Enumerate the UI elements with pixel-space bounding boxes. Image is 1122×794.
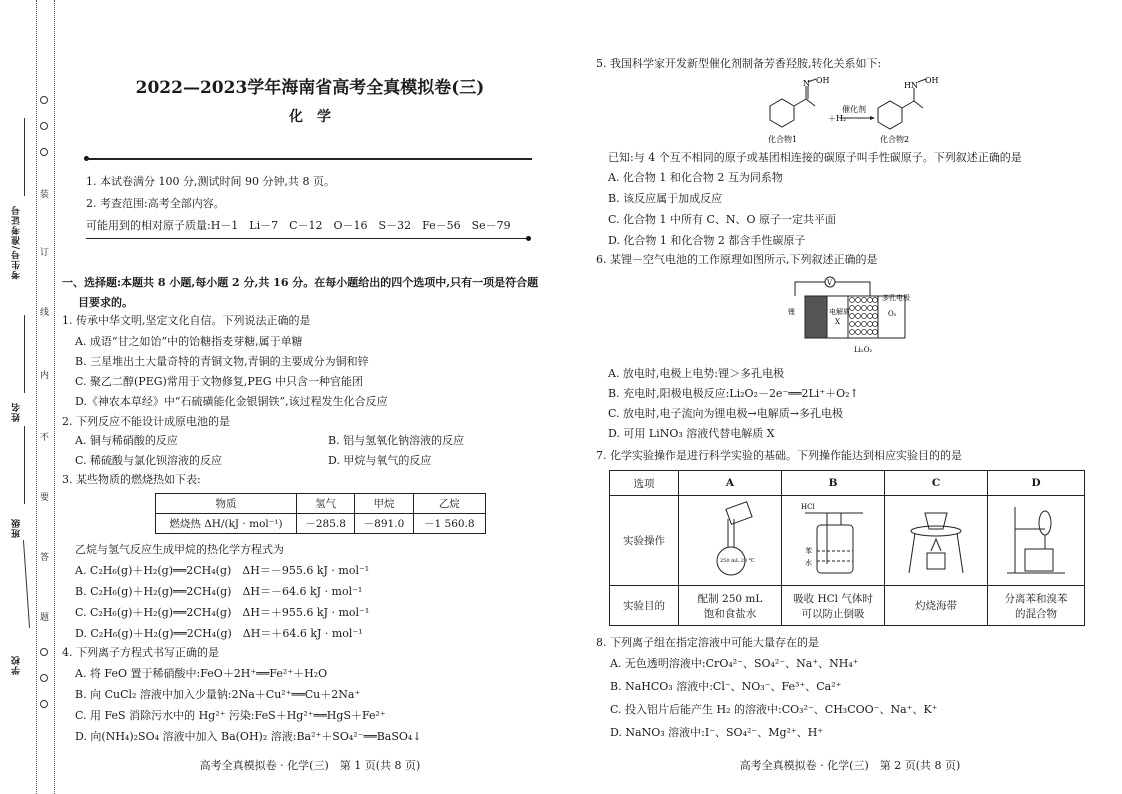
svg-text:水: 水 — [805, 559, 812, 567]
note-2: 2. 考查范围:高考全部内容。 — [86, 197, 225, 210]
binding-char: 线 — [40, 308, 50, 318]
q3-option-d: D. C₂H₆(g)＋H₂(g)══2CH₄(g) ΔH＝＋64.6 kJ · mol⁻¹ — [75, 627, 363, 640]
apparatus-volumetric-flask — [679, 496, 782, 586]
q3-stem: 3. 某些物质的燃烧热如下表: — [62, 473, 201, 486]
q5-option-b: B. 该反应属于加成反应 — [608, 192, 723, 205]
fill-line[interactable] — [23, 540, 30, 628]
binding-char: 要 — [40, 493, 50, 503]
atomic-masses: 可能用到的相对原子质量:H－1 Li－7 C－12 O－16 S－32 Fe－56 Se－79 — [86, 219, 511, 232]
voltmeter-label: V — [827, 279, 833, 287]
apparatus-gas-bottle — [782, 496, 885, 586]
table-header: 选项 — [610, 471, 679, 496]
binding-char: 装 — [40, 190, 50, 200]
page-footer: 高考全真模拟卷 · 化学(三) 第 1 页(共 8 页) — [199, 759, 421, 772]
binding-char: 订 — [40, 248, 50, 258]
q8-option-a: A. 无色透明溶液中:CrO₄²⁻、SO₄²⁻、Na⁺、NH₄⁺ — [610, 657, 859, 670]
exam-title: 2022—2023学年海南省高考全真模拟卷(三) — [135, 78, 485, 98]
table-header: C — [885, 471, 988, 496]
table-header: 物质 — [156, 494, 297, 514]
q8-stem: 8. 下列离子组在指定溶液中可能大量存在的是 — [596, 636, 819, 649]
experiment-table — [609, 470, 1085, 626]
fill-line[interactable] — [24, 426, 25, 504]
binding-circle — [40, 648, 48, 656]
purpose-line: 饱和食盐水 — [703, 607, 757, 620]
svg-text:HCl: HCl — [801, 503, 815, 511]
row-label: 实验操作 — [610, 496, 679, 586]
catalyst-label: 催化剂 — [842, 105, 866, 114]
q2-option-c: C. 稀硫酸与氯化钡溶液的反应 — [75, 454, 223, 467]
table-cell: －891.0 — [355, 514, 413, 534]
q2-option-b: B. 铝与氢氧化钠溶液的反应 — [328, 434, 465, 447]
electrolyte-label: 电解质 — [829, 308, 850, 316]
purpose-cell — [679, 586, 782, 626]
nitrogen-label: N — [803, 79, 810, 88]
lithium-electrode — [805, 296, 827, 338]
purpose-line: 可以防止倒吸 — [801, 607, 865, 620]
q6-stem: 6. 某锂－空气电池的工作原理如图所示,下列叙述正确的是 — [596, 253, 878, 266]
divider — [86, 158, 532, 160]
q3-option-b: B. C₂H₆(g)＋H₂(g)══2CH₄(g) ΔH＝－64.6 kJ · mol⁻¹ — [75, 585, 363, 598]
q4-option-d: D. 向(NH₄)₂SO₄ 溶液中加入 Ba(OH)₂ 溶液:Ba²⁺＋SO₄²⁻══BaSO₄↓ — [75, 730, 422, 743]
q1-option-c: C. 聚乙二醇(PEG)常用于文物修复,PEG 中只含一种官能团 — [75, 375, 364, 388]
table-cell: 燃烧热 ΔH/(kJ · mol⁻¹) — [156, 514, 297, 534]
q4-stem: 4. 下列离子方程式书写正确的是 — [62, 646, 219, 659]
purpose-line: 分离苯和溴苯 — [1004, 592, 1068, 605]
field-label-class: 班级 — [12, 518, 22, 538]
purpose-line: 配制 250 mL — [697, 592, 763, 605]
q1-option-d: D.《神农本草经》中“石硫磺能化金银铜铁”,该过程发生化合反应 — [75, 395, 388, 408]
field-label-name: 姓名 — [12, 402, 22, 422]
x-label: X — [835, 318, 840, 326]
q5-option-a: A. 化合物 1 和化合物 2 互为同系物 — [608, 171, 783, 184]
q3-option-a: A. C₂H₆(g)＋H₂(g)══2CH₄(g) ΔH＝－955.6 kJ · mol⁻¹ — [75, 564, 370, 577]
field-label-school: 学校 — [12, 655, 22, 675]
q4-option-c: C. 用 FeS 消除污水中的 Hg²⁺ 污染:FeS＋Hg²⁺══HgS＋Fe²⁺ — [75, 709, 386, 722]
binding-circle — [40, 674, 48, 682]
q1-option-b: B. 三星堆出土大量奇特的青铜文物,青铜的主要成分为铜和锌 — [75, 355, 369, 368]
field-label-exam-number: 考生号/准考证号 — [12, 205, 22, 280]
hydroxyl-label: OH — [925, 76, 939, 85]
page-footer: 高考全真模拟卷 · 化学(三) 第 2 页(共 8 页) — [739, 759, 961, 772]
purpose-cell — [782, 586, 885, 626]
q2-stem: 2. 下列反应不能设计成原电池的是 — [62, 415, 230, 428]
q8-option-c: C. 投入铝片后能产生 H₂ 的溶液中:CO₃²⁻、CH₃COO⁻、Na⁺、K⁺ — [610, 703, 938, 716]
nh-label: HN — [904, 81, 918, 90]
purpose-cell — [885, 586, 988, 626]
binding-circle — [40, 700, 48, 708]
q3-lead: 乙烷与氢气反应生成甲烷的热化学方程式为 — [75, 543, 284, 556]
table-cell: －285.8 — [297, 514, 355, 534]
table-header: B — [782, 471, 885, 496]
o2-label: O₂ — [888, 310, 897, 318]
compound-2-structure — [878, 79, 926, 129]
divider — [86, 238, 528, 239]
compound-1-label: 化合物1 — [768, 135, 798, 144]
q8-option-b: B. NaHCO₃ 溶液中:Cl⁻、NO₃⁻、Fe³⁺、Ca²⁺ — [610, 680, 842, 693]
purpose-cell — [988, 586, 1085, 626]
q6-option-d: D. 可用 LiNO₃ 溶液代替电解质 X — [608, 427, 775, 440]
hydroxyl-label: OH — [816, 76, 830, 85]
subject-title: 化学 — [289, 109, 345, 125]
compound-2-label: 化合物2 — [880, 135, 910, 144]
q4-option-b: B. 向 CuCl₂ 溶液中加入少量钠:2Na＋Cu²⁺══Cu＋2Na⁺ — [75, 688, 361, 701]
q5-option-d: D. 化合物 1 和化合物 2 都含手性碳原子 — [608, 234, 806, 247]
svg-text:苯: 苯 — [805, 547, 812, 555]
table-header: A — [679, 471, 782, 496]
section-heading-cont: 目要求的。 — [78, 296, 133, 309]
q2-option-a: A. 铜与稀硝酸的反应 — [75, 434, 178, 447]
binding-circle — [40, 148, 48, 156]
rule-dot — [526, 236, 531, 241]
fill-line[interactable] — [24, 118, 25, 196]
apparatus-crucible-tripod — [885, 496, 988, 586]
li2o2-label: Li₂O₂ — [854, 346, 873, 354]
q7-stem: 7. 化学实验操作是进行科学实验的基础。下列操作能达到相应实验目的的是 — [596, 449, 962, 462]
porous-label: 多孔电极 — [882, 294, 910, 302]
q6-option-a: A. 放电时,电极上电势:锂＞多孔电极 — [608, 367, 785, 380]
q6-option-b: B. 充电时,阳极电极反应:Li₂O₂－2e⁻══2Li⁺＋O₂↑ — [608, 387, 859, 400]
lithium-label: 锂 — [788, 308, 795, 316]
table-header: 氢气 — [297, 494, 355, 514]
q5-stem: 5. 我国科学家开发新型催化剂制备芳香羟胺,转化关系如下: — [596, 57, 882, 70]
q5-known: 已知:与 4 个互不相同的原子或基团相连接的碳原子叫手性碳原子。下列叙述正确的是 — [608, 151, 1022, 164]
purpose-line: 灼烧海带 — [915, 600, 957, 612]
combustion-heat-table — [155, 493, 486, 534]
q1-option-a: A. 成语“甘之如饴”中的饴糖指麦芽糖,属于单糖 — [75, 335, 303, 348]
arrow-head — [870, 116, 875, 120]
purpose-line: 的混合物 — [1015, 607, 1057, 620]
q5-option-c: C. 化合物 1 中所有 C、N、O 原子一定共平面 — [608, 213, 837, 226]
q6-option-c: C. 放电时,电子流向为锂电极→电解质→多孔电极 — [608, 407, 843, 420]
table-header: D — [988, 471, 1085, 496]
row-label: 实验目的 — [610, 586, 679, 626]
table-header: 甲烷 — [355, 494, 413, 514]
reaction-scheme — [760, 76, 1000, 146]
battery-diagram — [770, 272, 920, 360]
binding-char: 题 — [40, 613, 50, 623]
note-1: 1. 本试卷满分 100 分,测试时间 90 分钟,共 8 页。 — [86, 175, 335, 188]
binding-char: 不 — [40, 433, 50, 443]
binding-char: 内 — [40, 371, 50, 381]
q1-stem: 1. 传承中华文明,坚定文化自信。下列说法正确的是 — [62, 314, 311, 327]
section-heading: 一、选择题:本题共 8 小题,每小题 2 分,共 16 分。在每小题给出的四个选项中,只有一项是符合题 — [62, 276, 539, 289]
fill-line[interactable] — [24, 315, 25, 393]
q3-option-c: C. C₂H₆(g)＋H₂(g)══2CH₄(g) ΔH＝＋955.6 kJ · mol⁻¹ — [75, 606, 370, 619]
reagent-label: ＋H₂ — [828, 114, 847, 123]
q4-option-a: A. 将 FeO 置于稀硝酸中:FeO＋2H⁺══Fe²⁺＋H₂O — [75, 667, 328, 680]
q2-option-d: D. 甲烷与氧气的反应 — [328, 454, 432, 467]
table-cell: －1 560.8 — [413, 514, 485, 534]
binding-char: 答 — [40, 553, 50, 563]
table-header: 乙烷 — [413, 494, 485, 514]
purpose-line: 吸收 HCl 气体时 — [793, 592, 873, 605]
apparatus-separatory-funnel — [988, 496, 1085, 586]
svg-text:250 mL 20 ℃: 250 mL 20 ℃ — [720, 558, 755, 564]
q8-option-d: D. NaNO₃ 溶液中:I⁻、SO₄²⁻、Mg²⁺、H⁺ — [610, 726, 824, 739]
